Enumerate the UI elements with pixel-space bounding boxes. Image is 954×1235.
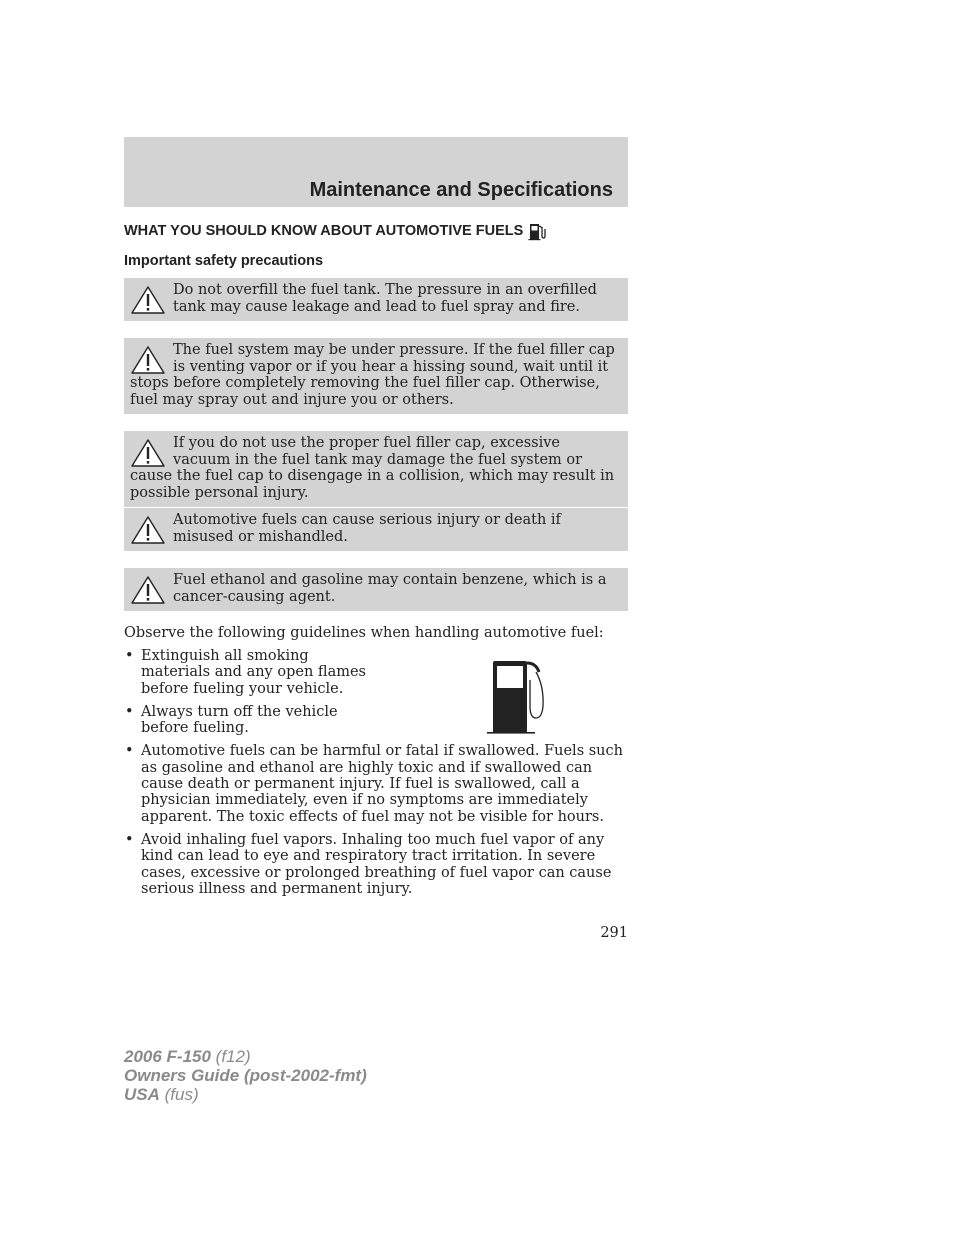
warning-text: Fuel ethanol and gasoline may contain benzene, which is a cancer-causing agent. — [173, 572, 607, 605]
section-heading-text: WHAT YOU SHOULD KNOW ABOUT AUTOMOTIVE FUELS — [124, 223, 524, 239]
footer-line-2: Owners Guide (post-2002-fmt) — [124, 1066, 367, 1085]
warning-text: Automotive fuels can cause serious injury or death if misused or mishandled. — [173, 512, 561, 545]
list-item — [124, 832, 624, 897]
bullet: • — [125, 703, 134, 720]
list-item-text: Avoid inhaling fuel vapors. Inhaling too much fuel vapor of any kind can lead to eye and respiratory tract irritation. In severe cases, excessive or prolonged breathing of fuel vapor can cause serious illness and permanent injury. — [141, 831, 612, 897]
guidelines-intro: Observe the following guidelines when handling automotive fuel: — [124, 625, 604, 641]
list-item-text: Automotive fuels can be harmful or fatal if swallowed. Fuels such as gasoline and ethanol are highly toxic and if swallowed can cause death or permanent injury. If fuel is swallowed, call a physician immediately, even if no symptoms are immediately apparent. The toxic effects of fuel may not be visible for hours. — [141, 743, 623, 825]
list-item — [124, 704, 376, 737]
section-heading — [124, 221, 546, 241]
list-item — [124, 743, 624, 824]
bullet: • — [125, 743, 134, 760]
page-title: Maintenance and Specifications — [309, 179, 613, 201]
guidelines-list — [124, 648, 624, 904]
warning-text: If you do not use the proper fuel filler cap, excessive vacuum in the fuel tank may damage the fuel system or cause the fuel cap to disengage in a collision, which may result in possible personal injury. — [130, 435, 615, 501]
warning-triangle-icon — [130, 285, 166, 315]
warning-triangle-icon — [130, 345, 166, 375]
list-item — [124, 648, 376, 697]
warning-box — [124, 278, 628, 321]
sub-heading: Important safety precautions — [124, 253, 324, 269]
warning-box — [124, 508, 628, 551]
page-number: 291 — [600, 925, 628, 941]
warning-triangle-icon — [130, 515, 166, 545]
footer-line-1: 2006 F-150 (f12) — [124, 1047, 251, 1066]
header-band — [124, 137, 628, 207]
warning-box — [124, 431, 628, 507]
warning-text: Do not overfill the fuel tank. The pressure in an overfilled tank may cause leakage and lead to fuel spray and fire. — [173, 282, 597, 315]
warning-box — [124, 568, 628, 611]
warning-triangle-icon — [130, 575, 166, 605]
list-item-text: Extinguish all smoking materials and any open flames before fueling your vehicle. — [141, 648, 366, 697]
bullet: • — [125, 831, 134, 848]
document-footer — [124, 1047, 367, 1104]
warning-text: The fuel system may be under pressure. If the fuel filler cap is venting vapor or if you hear a hissing sound, wait until it stops before completely removing the fuel filler cap. Otherwise, fuel may spray out and injure you or others. — [130, 342, 615, 408]
warning-triangle-icon — [130, 438, 166, 468]
footer-line-3: USA (fus) — [124, 1085, 199, 1104]
bullet: • — [125, 648, 134, 664]
fuel-pump-icon — [528, 221, 546, 241]
list-item-text: Always turn off the vehicle before fueling. — [141, 703, 338, 737]
warning-box — [124, 338, 628, 414]
